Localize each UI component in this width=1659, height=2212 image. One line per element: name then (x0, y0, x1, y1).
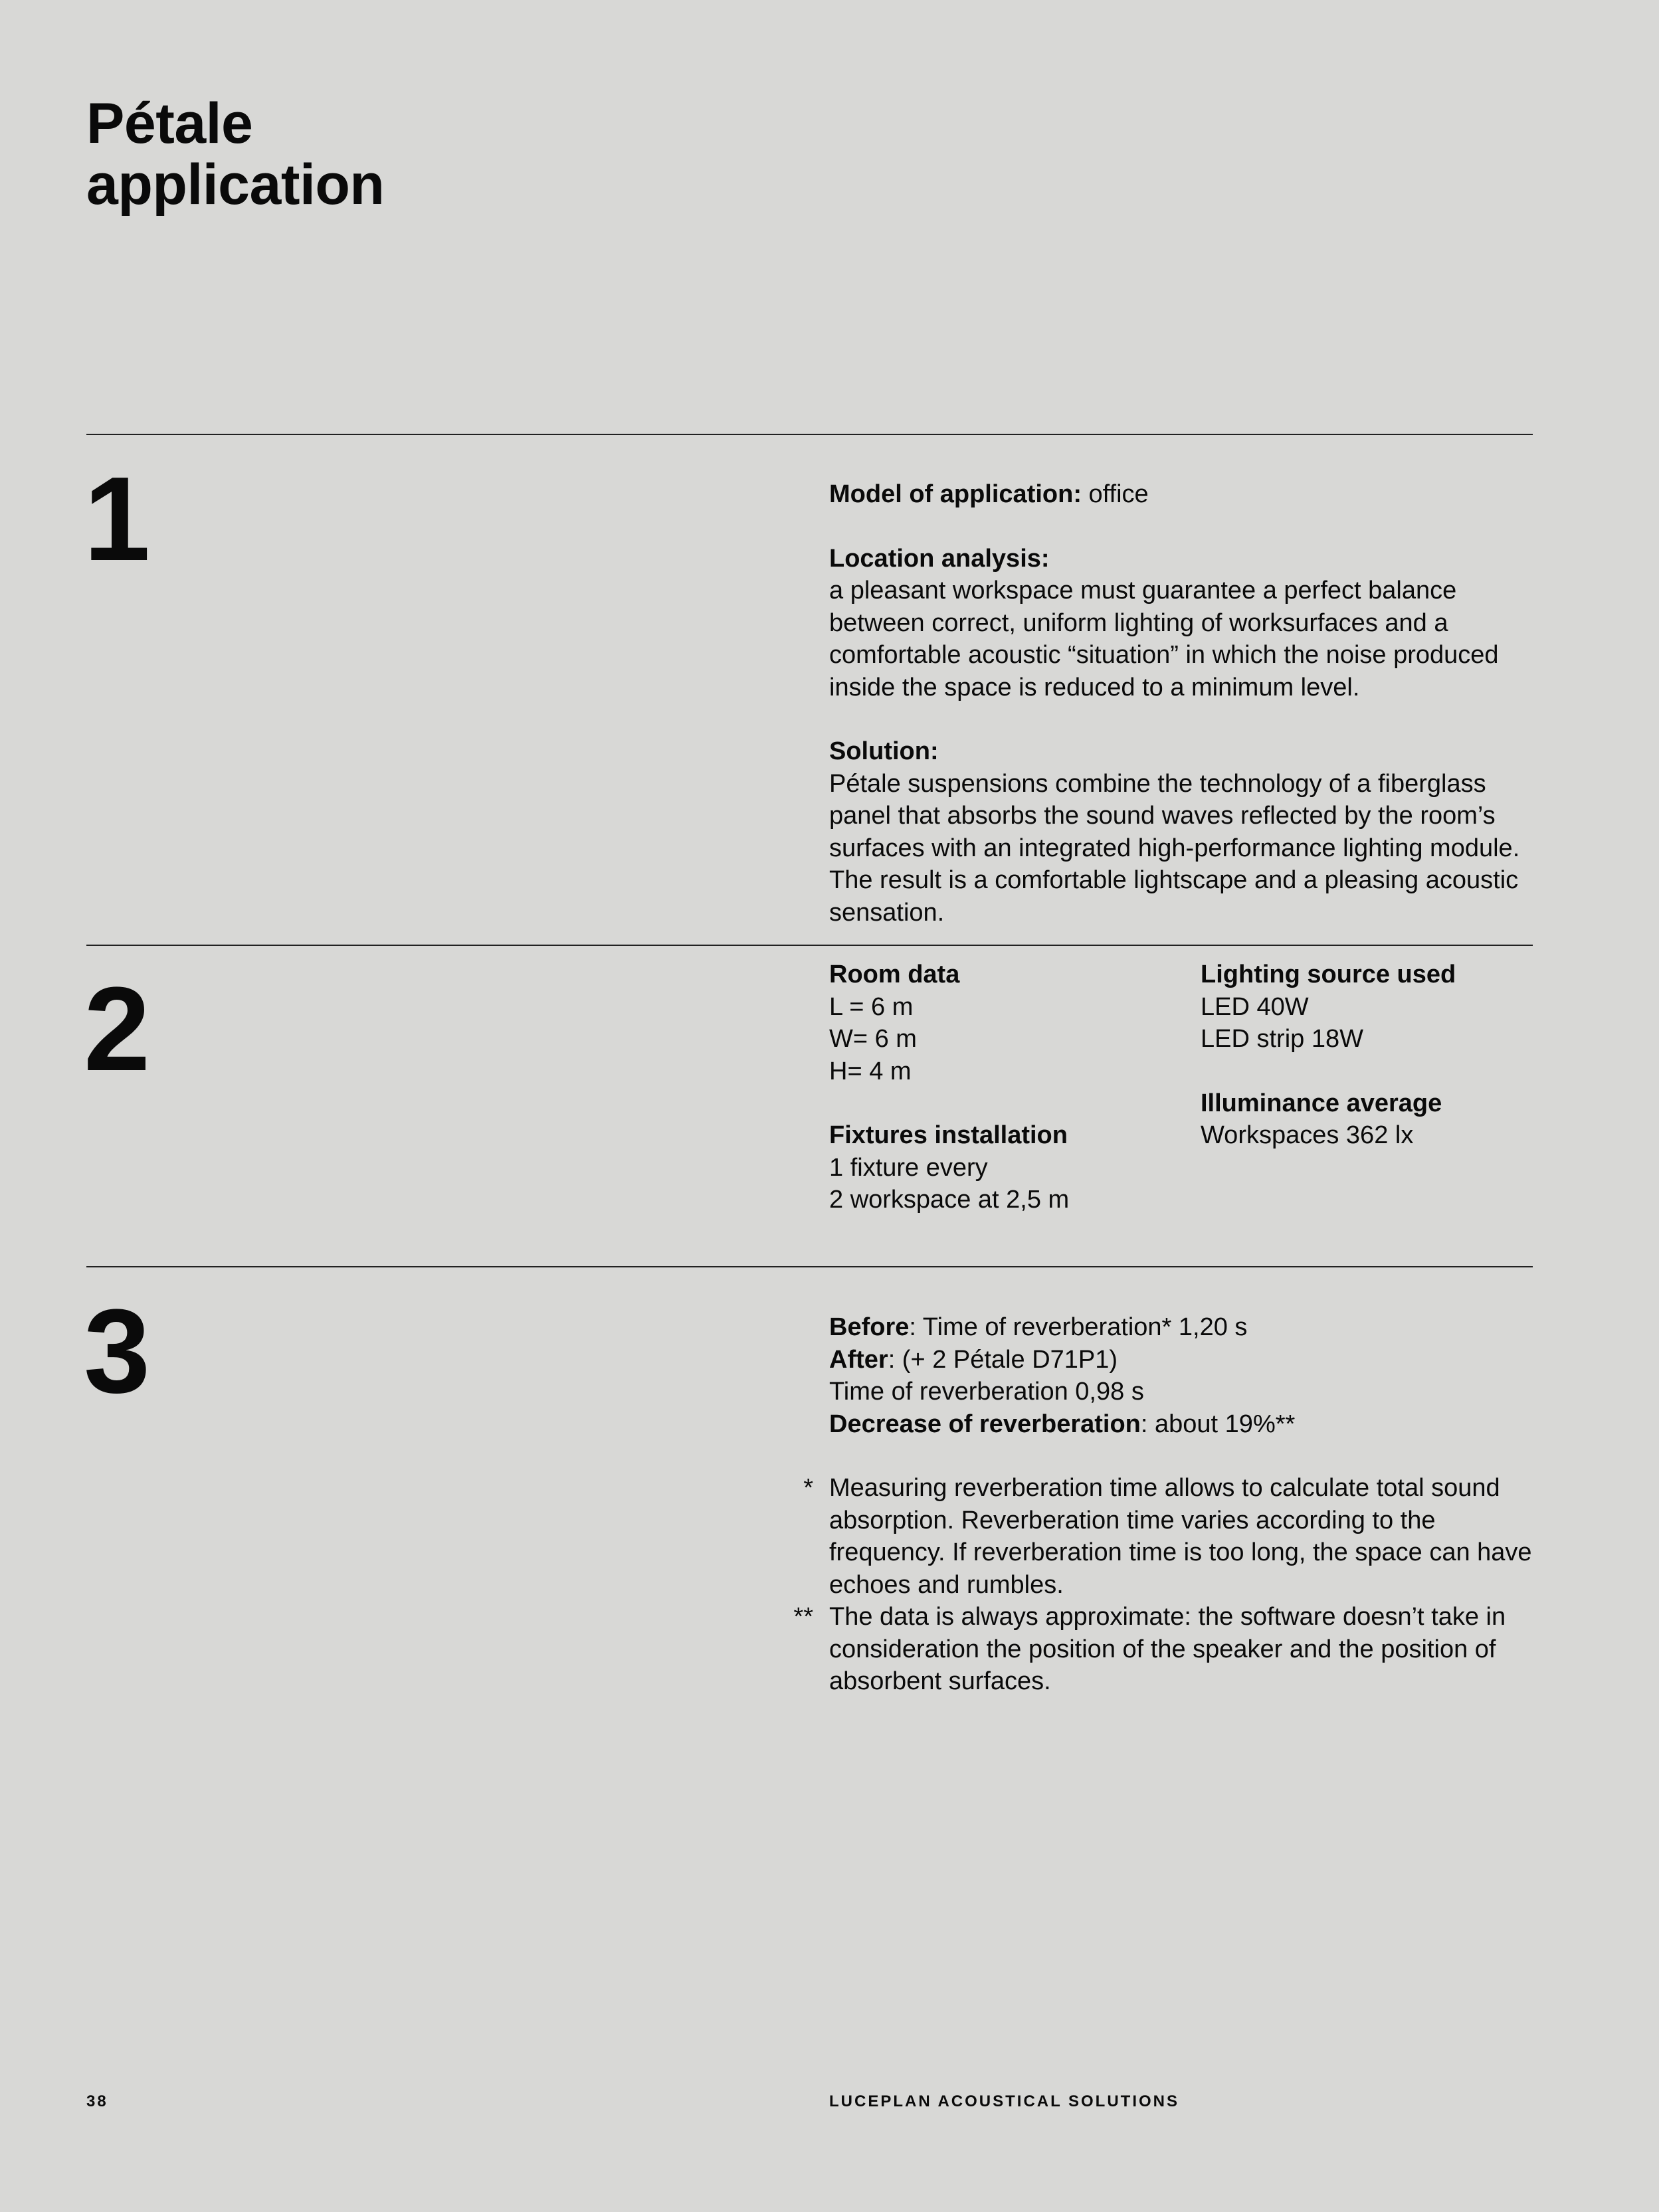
section-1-content (829, 478, 1547, 929)
location-text: a pleasant workspace must guarantee a perfect balance between correct, uniform lighting of worksurfaces and a comfortable acoustic “situation” in which the noise produced inside the space is reduced to a minimum level. (829, 577, 1499, 701)
footer-brand: LUCEPLAN ACOUSTICAL SOLUTIONS (829, 2092, 1180, 2110)
decrease-line: Decrease of reverberation: about 19%** (829, 1410, 1296, 1438)
page-title (86, 93, 384, 215)
fixtures-label: Fixtures installation (829, 1121, 1068, 1149)
after-line: After: (+ 2 Pétale D71P1) (829, 1345, 1118, 1374)
section-2-right (1201, 959, 1533, 1152)
illuminance-value: Workspaces 362 lx (1201, 1121, 1414, 1149)
lighting-label: Lighting source used (1201, 961, 1456, 988)
title-line-2: application (86, 153, 385, 217)
room-data-line: H= 4 m (829, 1057, 912, 1085)
section-2-left (829, 959, 1188, 1216)
footnote-2 (793, 1601, 1547, 1698)
illuminance-label: Illuminance average (1201, 1089, 1442, 1117)
solution-label: Solution: (829, 737, 939, 765)
room-data-line: W= 6 m (829, 1025, 917, 1053)
divider-1 (86, 434, 1533, 435)
lighting-line: LED 40W (1201, 992, 1309, 1021)
model-value: office (1081, 480, 1149, 508)
footnote-1-text: Measuring reverberation time allows to calculate total sound absorption. Reverberation time varies according to the frequency. If reverberation time is too long, the space can have echoes and rumbles. (829, 1474, 1532, 1599)
solution-text: Pétale suspensions combine the technology of a fiberglass panel that absorbs the sound waves reflected by the room’s surfaces with an integrated high-performance lighting module. The result is a comfortable lightscape and a pleasing acoustic sensation. (829, 769, 1520, 927)
page-number: 38 (86, 2092, 108, 2110)
section-3-content (793, 1311, 1547, 1698)
divider-3 (86, 1266, 1533, 1267)
section-number-3: 3 (84, 1285, 148, 1418)
model-label: Model of application: (829, 480, 1082, 508)
model-of-application (829, 478, 1547, 511)
before-line: Before: Time of reverberation* 1,20 s (829, 1313, 1248, 1341)
after-line-2: Time of reverberation 0,98 s (829, 1378, 1144, 1406)
footnote-2-text: The data is always approximate: the software doesn’t take in consideration the position of the speaker and the position of absorbent surfaces. (829, 1603, 1506, 1695)
title-line-1: Pétale (86, 92, 253, 155)
fixtures-line: 2 workspace at 2,5 m (829, 1186, 1070, 1214)
footnote-2-mark: ** (793, 1603, 813, 1631)
room-data-label: Room data (829, 961, 960, 988)
room-data-line: L = 6 m (829, 992, 914, 1021)
lighting-line: LED strip 18W (1201, 1025, 1363, 1053)
fixtures-line: 1 fixture every (829, 1153, 988, 1182)
location-label: Location analysis: (829, 544, 1050, 573)
divider-2 (86, 945, 1533, 946)
footnote-1 (803, 1472, 1547, 1601)
section-number-1: 1 (84, 452, 148, 586)
footnote-1-mark: * (803, 1474, 813, 1502)
section-number-2: 2 (84, 963, 148, 1096)
